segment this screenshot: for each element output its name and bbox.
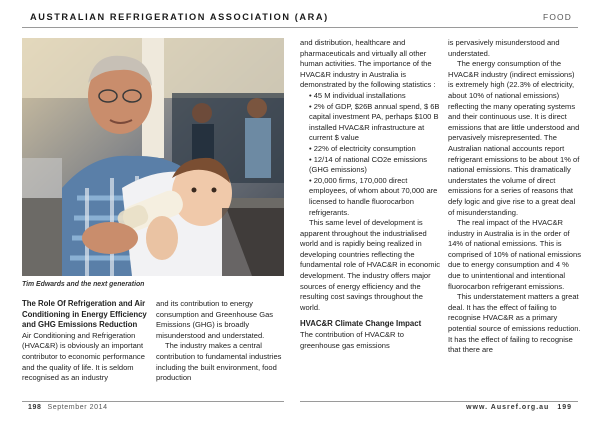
issue-date: September 2014 bbox=[47, 404, 108, 411]
paragraph: This same level of development is apparent throughout the industrialised world and is rapidly being realized in developing countries reflecting the fundamental role of HVAC&R in economic development. The industry offers major sources of energy efficiency and the resulting cost savings throughout the world. bbox=[300, 218, 440, 312]
publication-title: AUSTRALIAN REFRIGERATION ASSOCIATION (ARA) bbox=[30, 12, 329, 22]
section-heading: HVAC&R Climate Change Impact bbox=[300, 319, 422, 329]
stat-bullet: • 20,000 firms, 170,000 direct employees, of whom about 70,000 are licensed to handle fluorocarbon refrigerants. bbox=[309, 175, 438, 217]
header-divider bbox=[22, 27, 578, 28]
website-url: www. Ausref.org.au bbox=[466, 404, 550, 411]
footer-left bbox=[28, 404, 108, 411]
article-photo bbox=[22, 38, 284, 276]
article-column-1 bbox=[22, 299, 150, 384]
stat-bullet: • 22% of electricity consumption bbox=[309, 143, 416, 153]
stat-bullet: • 12/14 of national CO2e emissions (GHG emissions) bbox=[309, 154, 428, 175]
paragraph: and its contribution to energy consumption and Greenhouse Gas Emissions (GHG) is broadly misunderstood and understated. bbox=[156, 299, 274, 340]
article-column-2 bbox=[156, 299, 284, 384]
page-header bbox=[22, 10, 578, 26]
photo-caption: Tim Edwards and the next generation bbox=[22, 281, 145, 288]
stat-bullet: • 45 M individual installations bbox=[309, 90, 406, 100]
footer-divider-right bbox=[300, 401, 578, 402]
paragraph: The real impact of the HVAC&R industry in Australia is in the order of 14% of national emissions. This is comprised of 10% of national emissions due to energy consumption and 4 % due to unintentional and intentional fluorocarbon refrigerant emissions. bbox=[448, 218, 581, 291]
footer-right bbox=[458, 404, 572, 411]
photo-illustration bbox=[22, 38, 284, 276]
page-number-left: 198 bbox=[28, 404, 42, 411]
paragraph: and distribution, healthcare and pharmaceuticals and virtually all other human activities. The importance of the HVAC&R industry in Australia is demonstrated by the following statistics : bbox=[300, 38, 436, 90]
page-number-right: 199 bbox=[557, 404, 572, 411]
article-heading: The Role Of Refrigeration and Air Conditioning in Energy Efficiency and GHG Emissions Reduction bbox=[22, 299, 147, 330]
paragraph: The industry makes a central contribution to fundamental industries including the built environment, food production bbox=[156, 341, 282, 383]
paragraph: is pervasively misunderstood and understated. bbox=[448, 38, 560, 58]
paragraph: The energy consumption of the HVAC&R industry (indirect emissions) is extremely high (22.3% of electricity, about 10% of national emissions) reflecting the many operating systems and their continuous use. It is direct emissions that are little understood and pervasively misrepresented. The Australian national accounts report refrigerant emissions to be about 1% of national emissions. This dramatically understates the volume of direct emissions for a series of reasons that defy logic and give rise to a great deal of misunderstanding. bbox=[448, 59, 580, 217]
paragraph: The contribution of HVAC&R to greenhouse gas emissions bbox=[300, 330, 404, 350]
paragraph: This understatement matters a great deal. It has the effect of failing to recognise HVAC&R as a primary potential source of emissions reduction. It has the effect of failing to recognise that there are bbox=[448, 292, 581, 355]
paragraph: Air Conditioning and Refrigeration (HVAC&R) is obviously an important contributor to economic performance and the quality of life. It is seldom recognised as an industry bbox=[22, 330, 145, 383]
section-label: FOOD bbox=[543, 12, 572, 22]
stat-bullet: • 2% of GDP, $26B annual spend, $ 6B capital investment PA, perhaps $100 B installed HVAC&R infrastructure at current $ value bbox=[309, 101, 440, 143]
footer-divider-left bbox=[22, 401, 284, 402]
article-column-3 bbox=[300, 38, 440, 351]
article-column-4 bbox=[448, 38, 582, 356]
